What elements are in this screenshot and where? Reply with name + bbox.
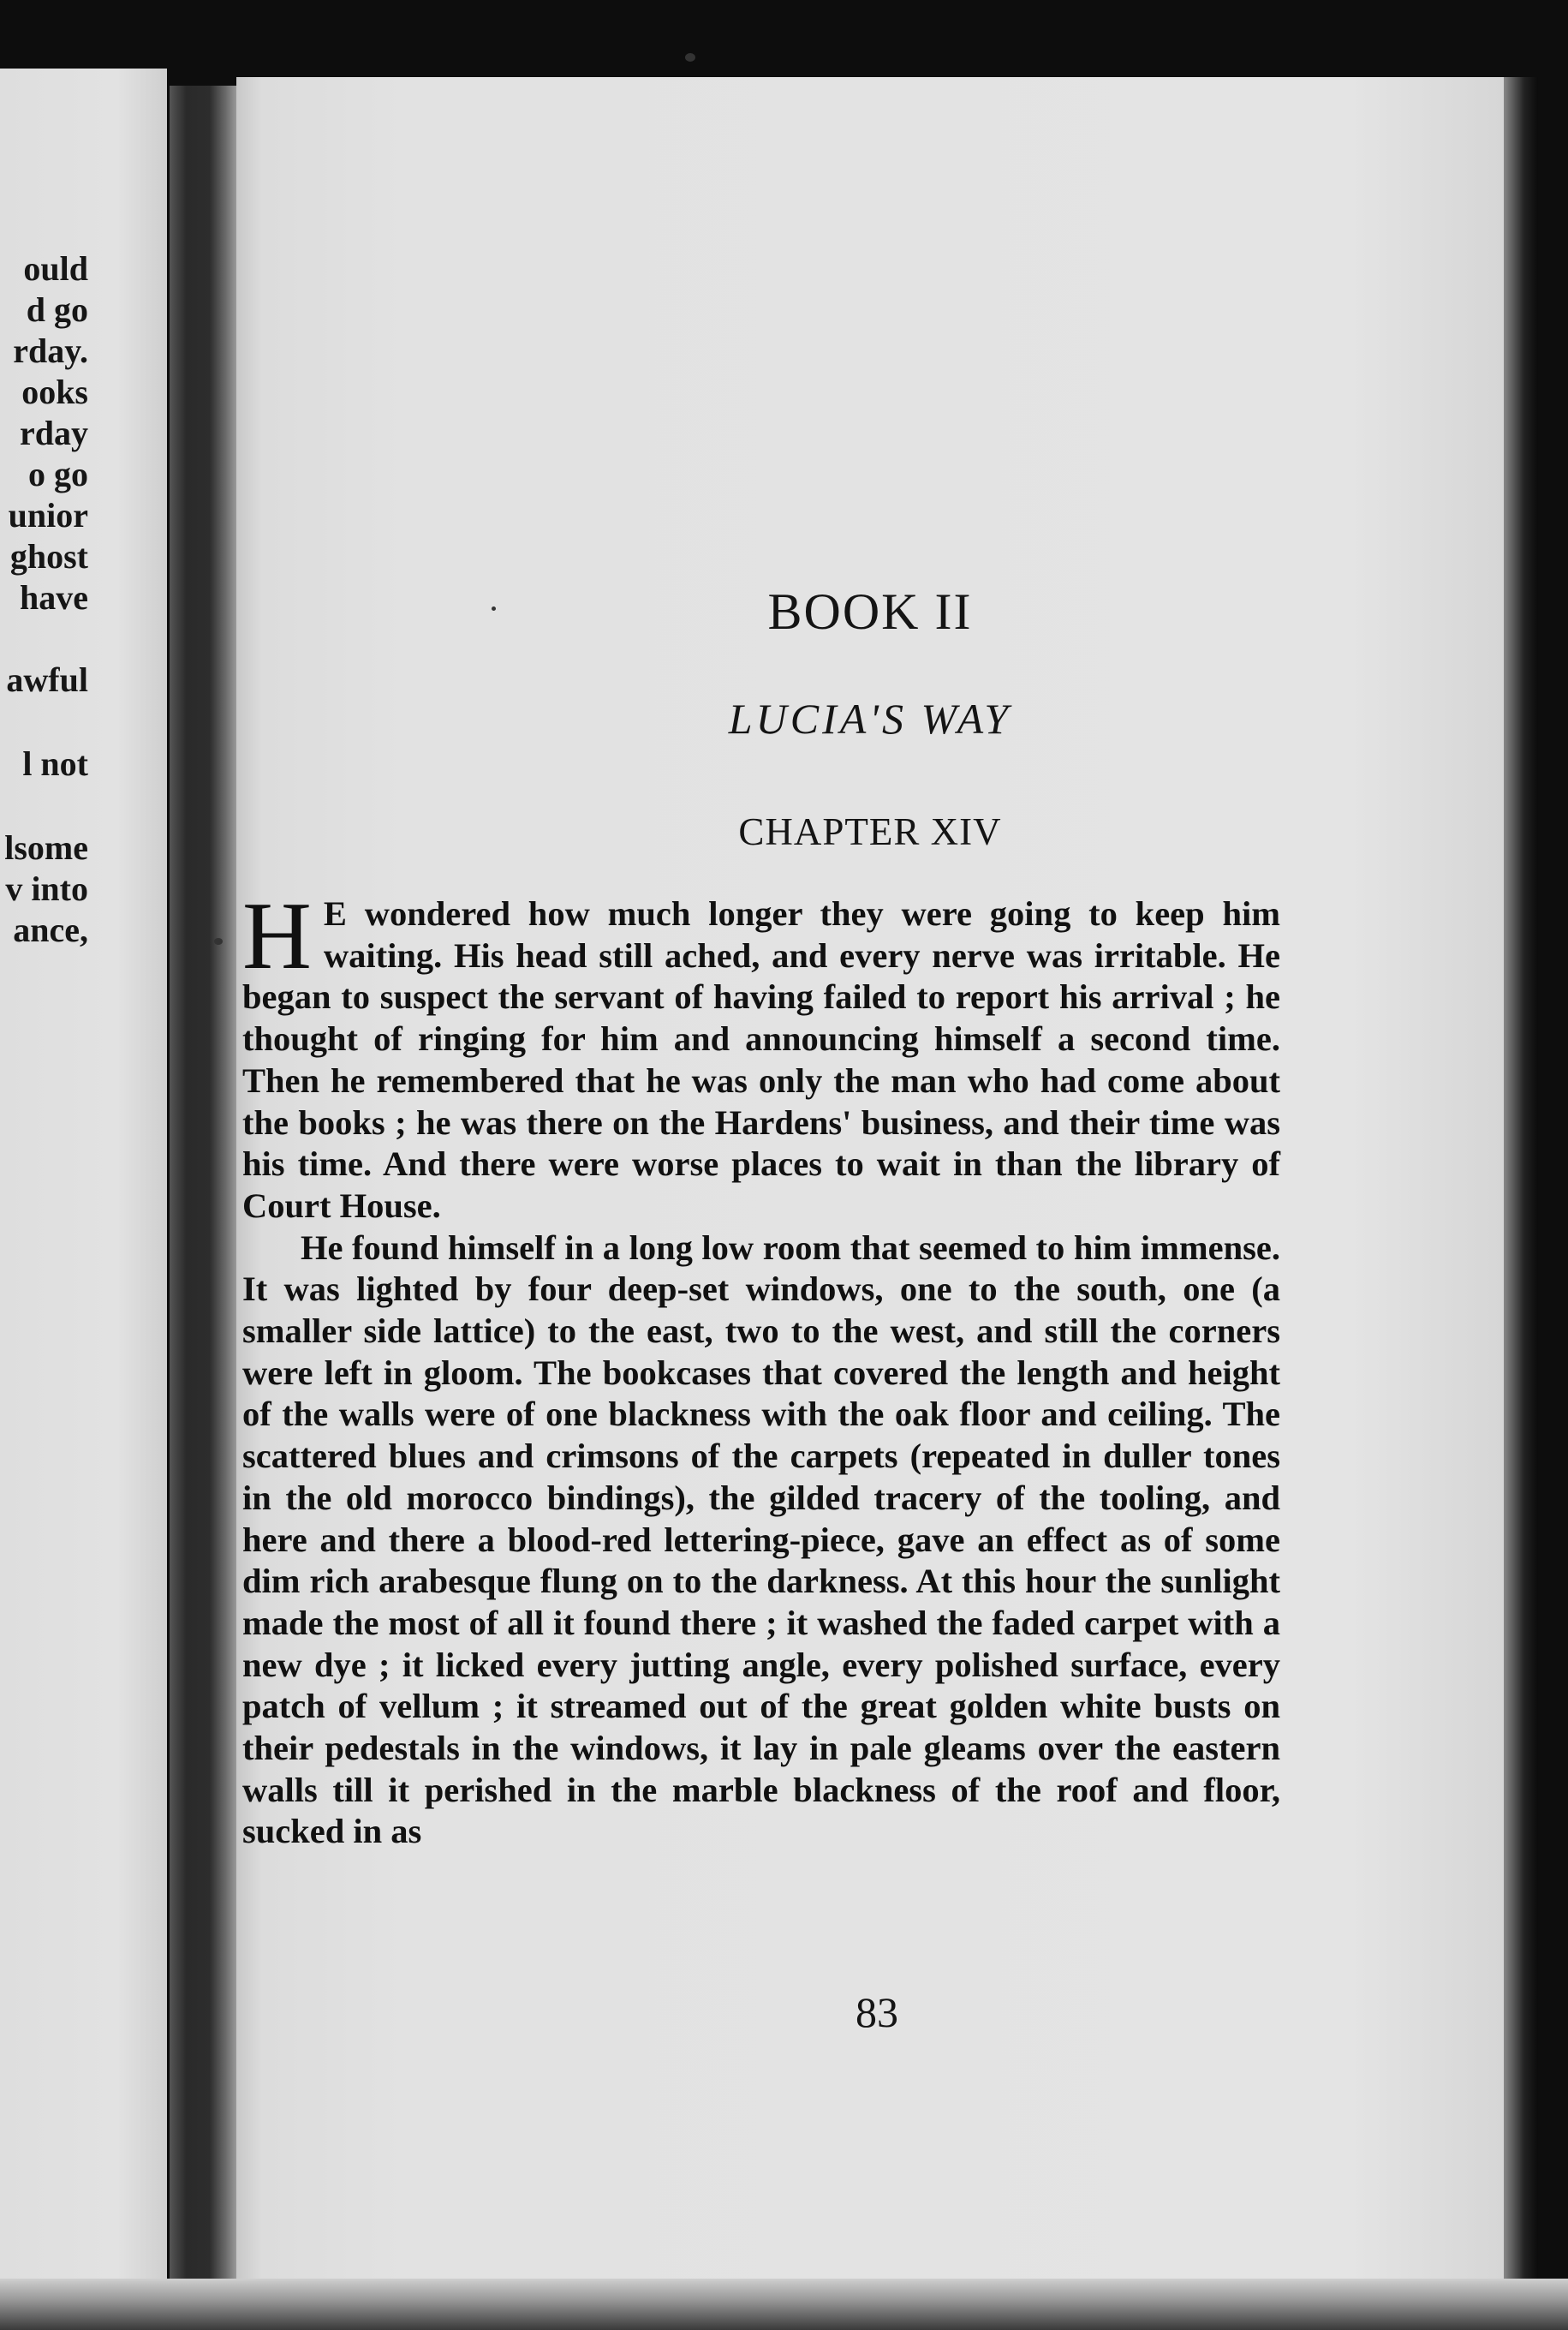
- book-gutter: [170, 86, 236, 2279]
- scan-speck: [685, 53, 695, 62]
- paragraph-1: [242, 883, 1280, 1228]
- left-fragment: have: [20, 578, 88, 617]
- left-fragment: ooks: [21, 373, 88, 411]
- left-fragment: rday: [20, 414, 88, 452]
- left-fragment: ghost: [9, 537, 88, 576]
- paragraph-1-text: E wondered how much longer they were going to keep him waiting. His head still ached, and every nerve was irritable. He began to suspect the servant of having failed to report his arrival ; he thought of ringing for him and announcing himself a second time. Then he remembered that he was only the man who had come about the books ; he was there on the Hardens' business, and their time was his time. And there were worse places to wait in than the library of Court House.: [242, 894, 1280, 1225]
- left-fragment: rday.: [13, 332, 88, 370]
- left-fragment: awful: [6, 660, 88, 699]
- page-bottom-edge: [0, 2279, 1568, 2330]
- left-fragment: ould: [23, 249, 88, 288]
- left-fragment: l not: [22, 744, 88, 783]
- left-fragment: lsome: [4, 828, 88, 867]
- scan-speck: [214, 938, 223, 945]
- left-fragment: ance,: [13, 911, 88, 949]
- left-fragment: d go: [26, 290, 88, 329]
- page-number: 83: [856, 1988, 898, 2036]
- drop-cap: H: [242, 883, 312, 989]
- left-fragment: o go: [28, 455, 88, 493]
- left-fragment: unior: [8, 496, 88, 535]
- chapter-title: CHAPTER XIV: [738, 810, 1002, 853]
- chapter-body: [242, 883, 1280, 1853]
- left-fragment: v into: [5, 869, 88, 908]
- page-edge-shadow: [1504, 77, 1538, 2296]
- part-title: LUCIA'S WAY: [728, 695, 1012, 743]
- paragraph-2: He found himself in a long low room that seemed to him immense. It was lighted by four deep-set windows, one to the south, one (a smaller side lattice) to the east, two to the west, and still the corners were left in gloom. The bookcases that covered the length and height of the walls were of one blackness with the oak floor and ceiling. The scattered blues and crimsons of the carpets (repeated in duller tones in the old morocco bindings), the gilded tracery of the tooling, and here and there a blood-red lettering-piece, gave an effect as of some dim rich arabesque flung on to the darkness. At this hour the sunlight made the most of all it found there ; it washed the faded carpet with a new dye ; it licked every jutting angle, every polished surface, every patch of vellum ; it streamed out of the great golden white busts on their pedestals in the windows, it lay in pale gleams over the eastern walls till it perished in the marble blackness of the roof and floor, sucked in as: [242, 1228, 1280, 1851]
- book-title: BOOK II: [767, 583, 973, 640]
